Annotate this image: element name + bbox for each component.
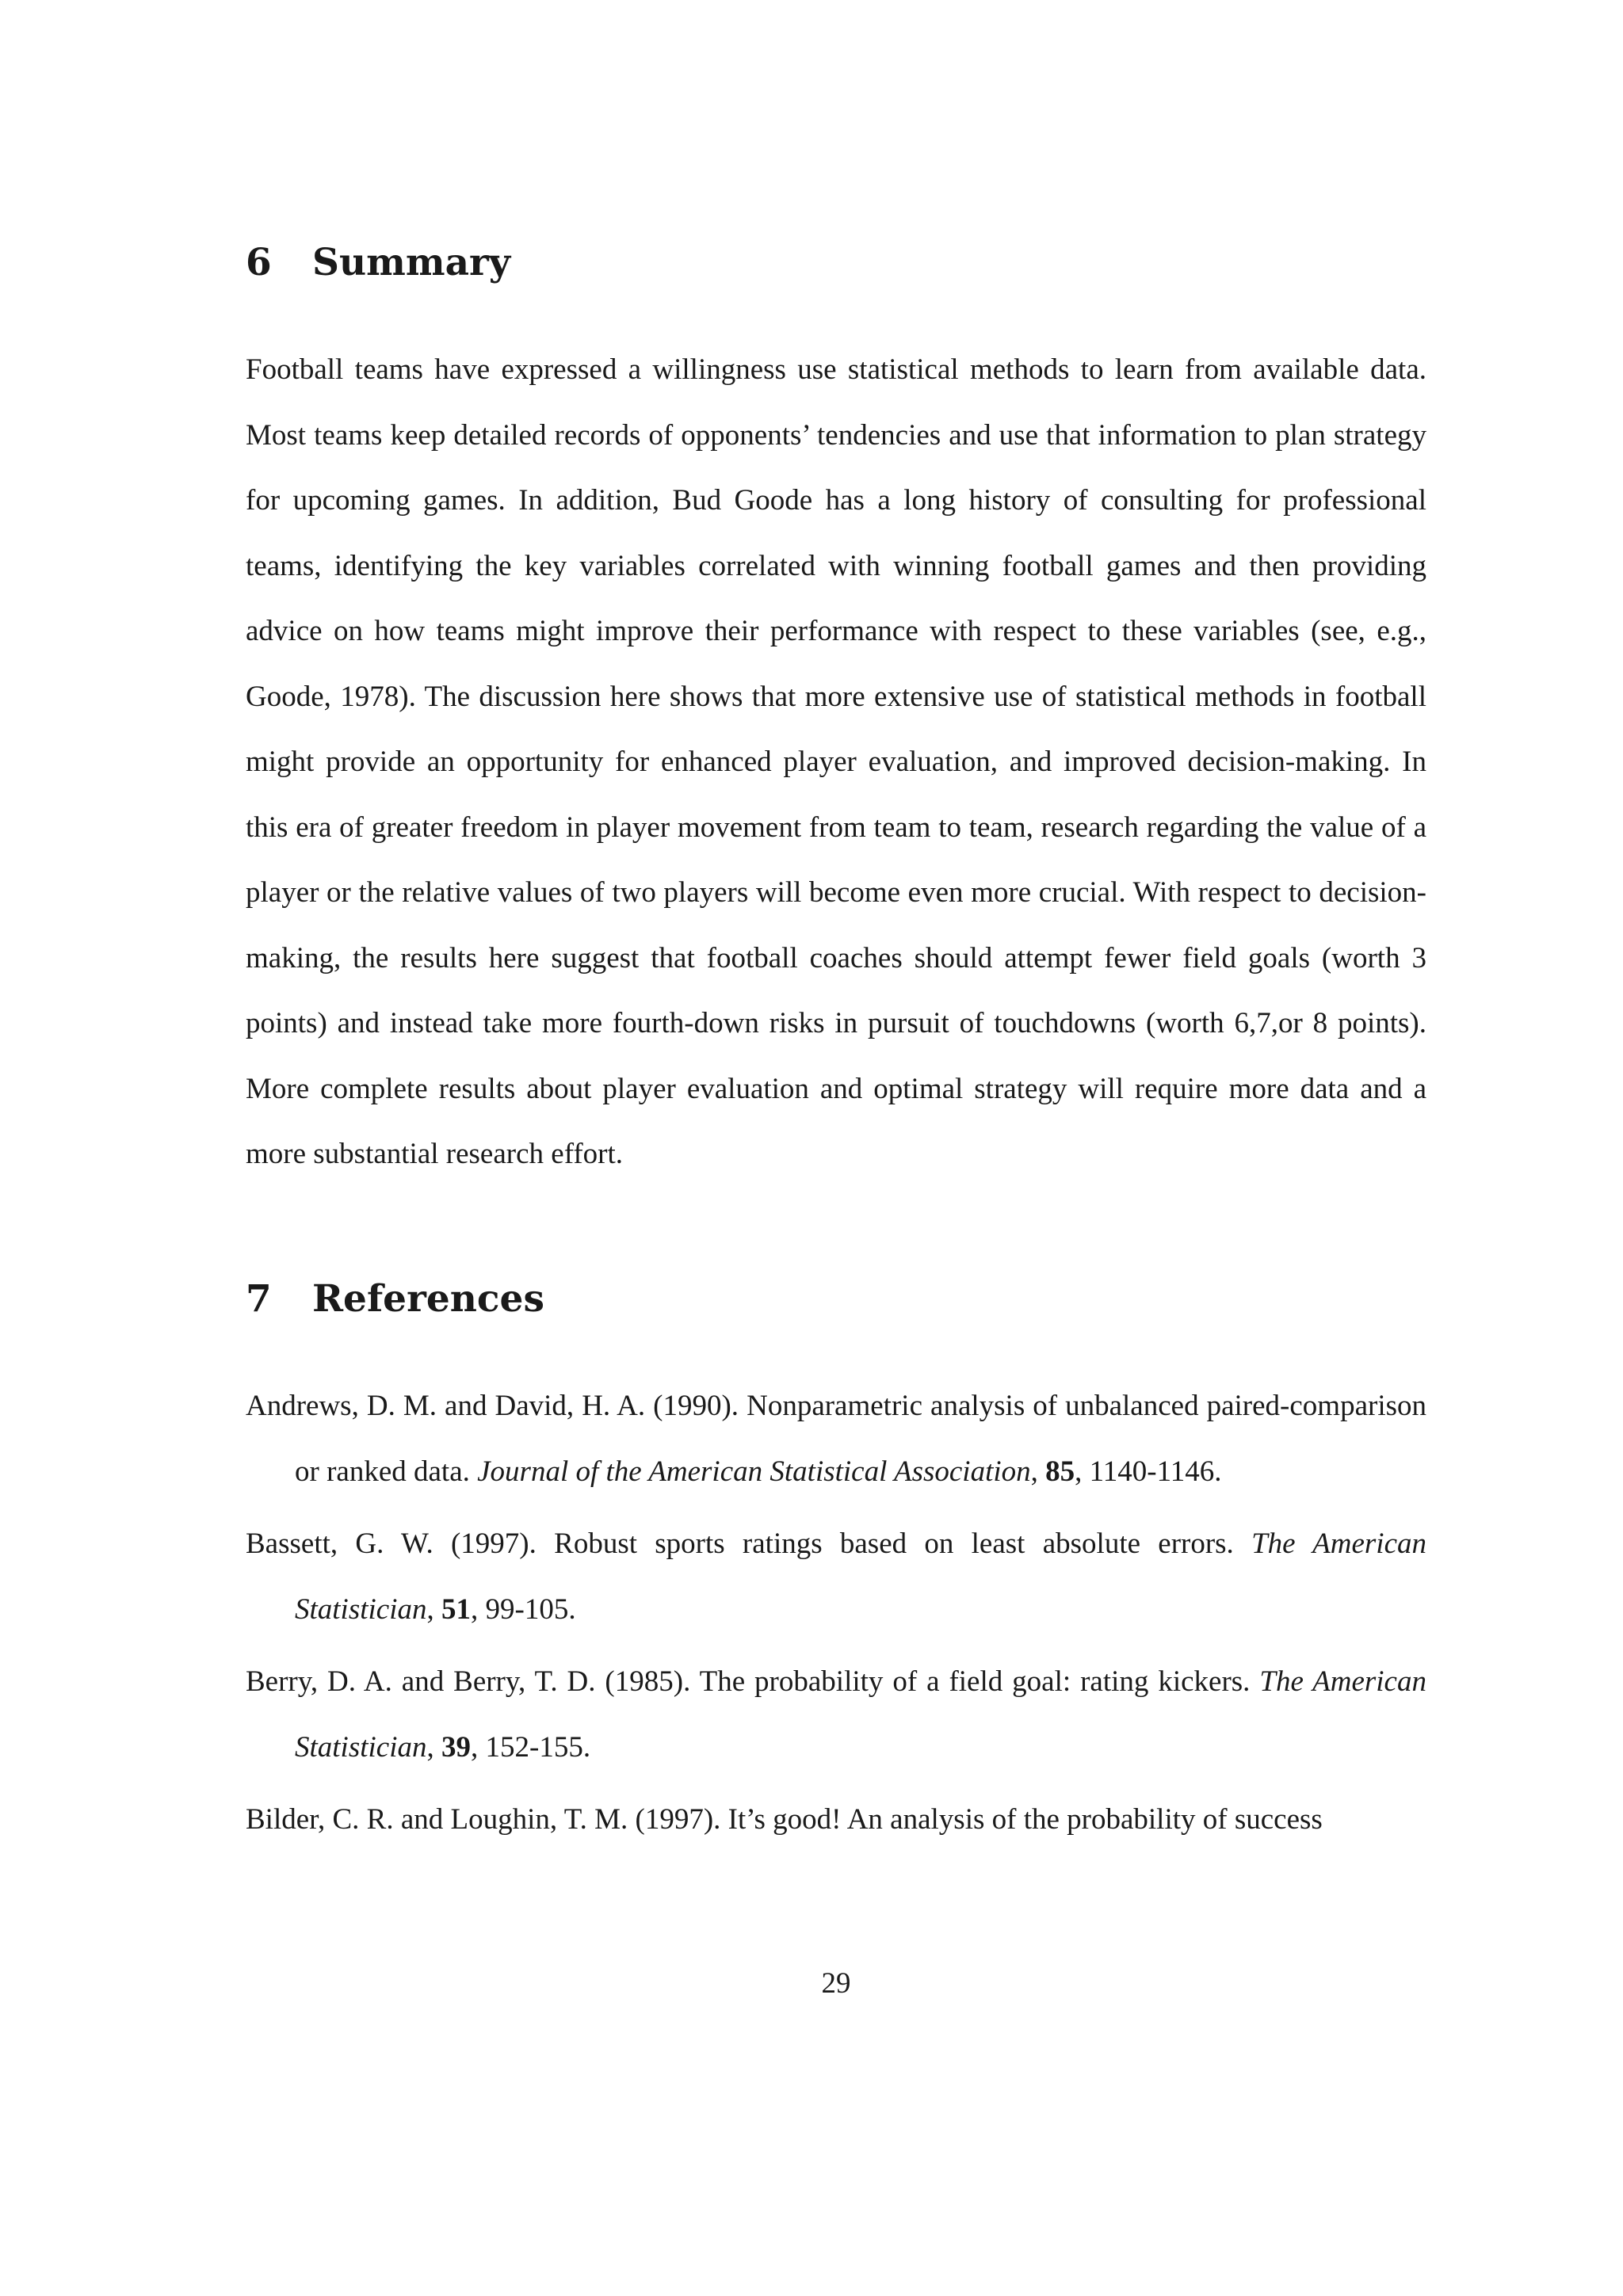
reference-authors: Andrews, D. M. and David, H. A. (1990). (246, 1390, 739, 1422)
reference-authors: Bilder, C. R. and Loughin, T. M. (1997). (246, 1803, 721, 1836)
section-heading-references (246, 1277, 544, 1321)
reference-list (246, 1373, 1426, 1859)
reference-journal: The American Statistician (295, 1665, 1426, 1764)
reference-pages: 1140-1146. (1089, 1455, 1222, 1488)
reference-item (246, 1787, 1426, 1852)
reference-pages: 152-155. (485, 1731, 591, 1764)
reference-authors: Berry, D. A. and Berry, T. D. (1985). (246, 1665, 691, 1698)
reference-journal: Journal of the American Statistical Association (477, 1455, 1031, 1488)
page-number: 29 (821, 1967, 851, 2000)
section-number: 7 (246, 1277, 272, 1321)
section-number: 6 (246, 241, 272, 284)
reference-journal: The American Statistician (295, 1527, 1427, 1626)
reference-volume: 51 (441, 1593, 471, 1626)
section-heading-summary (246, 241, 511, 284)
summary-paragraph: Football teams have expressed a willingness use statistical methods to learn from available data. Most teams keep detailed records of opponents’ tendencies and use that information to plan strategy for upcoming games. In addition, Bud Goode has a long history of consulting for professional teams, identifying the key variables correlated with winning football games and then providing advice on how teams might improve their performance with respect to these variables (see, e.g., Goode, 1978). The discussion here shows that more extensive use of statistical methods in football might provide an opportunity for enhanced player evaluation, and improved decision-making. In this era of greater freedom in player movement from team to team, research regarding the value of a player or the relative values of two players will become even more crucial. With respect to decision-making, the results here suggest that football coaches should attempt fewer field goals (worth 3 points) and instead take more fourth-down risks in pursuit of touchdowns (worth 6,7,or 8 points). More complete results about player evaluation and optimal strategy will require more data and a more substantial research effort. (246, 353, 1426, 1170)
reference-title: The probability of a field goal: rating kickers. (699, 1665, 1251, 1698)
reference-volume: 85 (1045, 1455, 1075, 1488)
section-title: References (312, 1277, 544, 1321)
reference-authors: Bassett, G. W. (1997). (246, 1527, 537, 1560)
reference-item: Berry, D. A. and Berry, T. D. (1985). The probability of a field goal: rating kickers. The American Statistician, 39, 152-155. (246, 1665, 1426, 1764)
reference-item: Bassett, G. W. (1997). Robust sports ratings based on least absolute errors. The American Statistician, 51, 99-105. (246, 1527, 1427, 1626)
reference-title: Robust sports ratings based on least absolute errors. (554, 1527, 1234, 1560)
reference-item: Andrews, D. M. and David, H. A. (1990). Nonparametric analysis of unbalanced paired-comparison or ranked data. Journal of the American Statistical Association, 85, 1140-1146. (246, 1390, 1426, 1488)
reference-title: It’s good! An analysis of the probability of success (727, 1803, 1323, 1836)
reference-volume: 39 (441, 1731, 471, 1764)
reference-title: Nonparametric analysis of unbalanced paired-comparison or ranked data. (295, 1390, 1426, 1488)
section-title: Summary (312, 241, 511, 284)
reference-pages: 99-105. (485, 1593, 576, 1626)
